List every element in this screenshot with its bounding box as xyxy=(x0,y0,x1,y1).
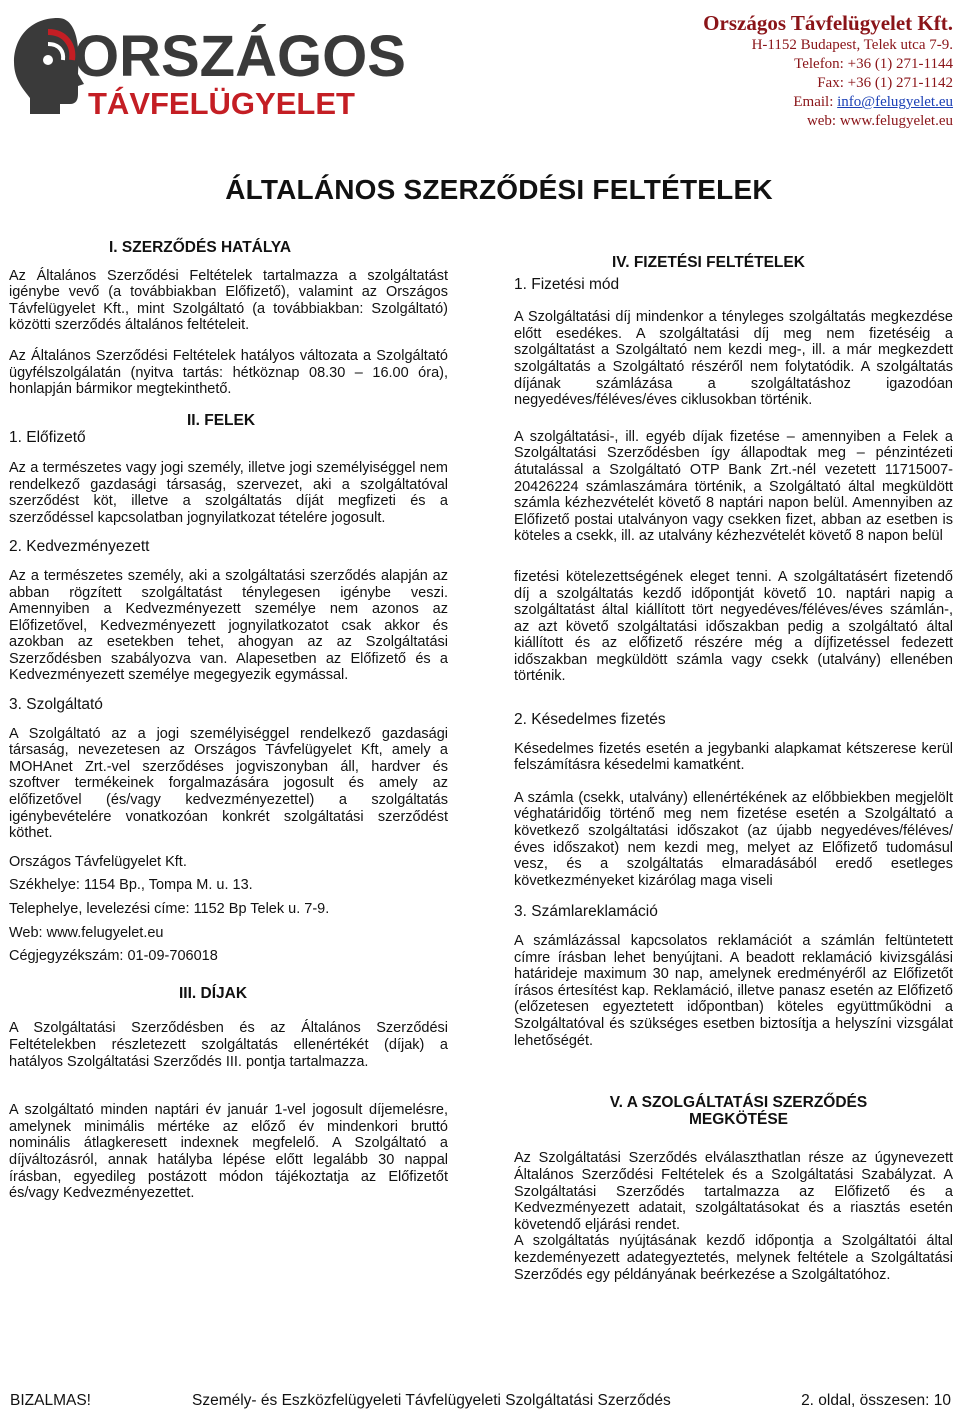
footer-page-number: 2. oldal, összesen: 10 xyxy=(801,1392,951,1409)
section-2-title: II. FELEK xyxy=(187,411,256,429)
company-detail-name: Országos Távfelügyelet Kft. xyxy=(9,853,187,870)
section-4-paragraph-6: A számlázással kapcsolatos reklamációt a számlán feltüntetett címre írásban lehet benyújtani. A beadott reklamáció kivizsgálási határideje maximum 30 nap, amelynek eredményéről az Előfizetőt írásos értesítést kap. Reklamáció, illetve panasz esetén az Előfizető (előzetesen egyeztetett időpontban) köteles együttműködni a Szolgáltatóval és szükséges esetben biztosítja a helyszíni vizsgálat lehetőségét. xyxy=(514,933,953,1049)
company-logo xyxy=(8,10,406,121)
company-detail-seat: Székhelye: 1154 Bp., Tompa M. u. 13. xyxy=(9,877,253,894)
logo-wordmark-bottom: TÁVFELÜGYELET xyxy=(88,86,355,121)
section-3-paragraph-2: A szolgáltató minden naptári év január 1-vel jogosult díjemelésre, amelynek minimális mértéke az előző év mindenkori bruttó nominális átlagkeresett indexnek megfelelő. A Szolgáltató a díjváltozásról, annak hatályba lépése előtt legalább 30 nappal írásban, egyedileg postázott módon tájékoztatja az Előfizetőt és/vagy Kedvezményezettet. xyxy=(9,1102,448,1202)
company-name: Országos Távfelügyelet Kft. xyxy=(703,11,953,35)
section-4-paragraph-1: A Szolgáltatási díj mindenkor a tényleges szolgáltatás megkezdése előtt esedékes. A szolgáltatási díj meg nem fizetéséig a szolgáltatást a Szolgáltató nem kezdi meg-, ill. a már megkezdett szolgáltatás a Szolgáltató részéről nem folytatódik. A szolgáltatás díjának számlázása a szolgáltatáshoz igazodóan negyedéves/féléves/éves ciklusokban történik. xyxy=(514,309,953,409)
section-5-paragraph-2: A szolgáltatás nyújtásának kezdő időpontja a Szolgáltatói által kezdeményezett adategyeztetés, melynek feltétele a Szolgáltatási Szerződés egy példányának beérkezése a Szolgáltatóhoz. xyxy=(514,1233,953,1283)
company-web: web: www.felugyelet.eu xyxy=(806,113,953,129)
subsection-szamlareklamacio: 3. Számlareklamáció xyxy=(514,903,658,921)
subsection-3-paragraph: A Szolgáltató az a jogi személyiséggel rendelkező gazdasági társaság, nevezetesen az Országos Távfelügyelet Kft, amely a MOHAnet Zrt.-vel szerződéses jogviszonyban áll, hardver és szoftver termékeinek forgalmazására jogosult és amely az előfizetővel (és/vagy kedvezményezettel) a szolgáltatás igénybevételére vonatkozóan konkrét szolgáltatási szerződést köthet. xyxy=(9,725,448,842)
subsection-1-paragraph: Az a természetes vagy jogi személy, illetve jogi személyiséggel nem rendelkező gazdasági társaság, szervezet, aki a szolgáltatóval szerződést köt, illetve a szolgáltatás díját megfizeti és a szerződéssel kapcsolatban jognyilatkozat tételére jogosult. xyxy=(9,459,448,526)
section-1-title: I. SZERZŐDÉS HATÁLYA xyxy=(109,239,292,256)
section-4-paragraph-3: fizetési kötelezettségének eleget tenni. A szolgáltatásért fizetendő díj a szolgáltatás kezdő időpontját követő 10. naptári napig a szolgáltatást által kiállított tört negyedéves/féléves/éves számlán-, az azt követő szolgáltatási időszakban pedig a szolgáltató által kiállított és az előfizető részére még a díjfizetéssel fedezett időszakban megküldött számla vagy csekk (utalvány) ellenében történik. xyxy=(514,568,953,685)
subsection-eloflizeto: 1. Előfizető xyxy=(9,429,86,447)
company-details xyxy=(9,854,448,965)
section-3-title: III. DÍJAK xyxy=(179,984,248,1002)
section-4-title: IV. FIZETÉSI FELTÉTELEK xyxy=(612,254,805,271)
section-4-paragraph-5: A számla (csekk, utalvány) ellenértékének az előbbiekben megjelölt véghatáridőig történő meg nem fizetése esetén a Szolgáltató a következő szolgáltatási időszakot (az újabb negyedéves/féléves/éves időszakot) nem kezdi meg, melyet az Előfizető tudomásul vesz, és a szolgáltatás elmaradásából eredő esetleges következményeket kizárólag maga viseli xyxy=(514,789,953,889)
email-label: Email: xyxy=(793,94,838,110)
footer-confidential: BIZALMAS! xyxy=(10,1392,91,1409)
company-email xyxy=(703,93,953,112)
section-4-paragraph-2: A szolgáltatási-, ill. egyéb díjak fizetése – amennyiben a Felek a Szolgáltatási Szerződésben így állapodtak meg – pénzintézeti átutalással a Szolgáltató OTP Bank Zrt.-nél vezetett 11715007-20426224 számlaszámára történik, a Szolgáltató által megküldött számla kézhezvételét követő 8 naptári napon belül. Amennyiben az Előfizető postai utalványon vagy csekken fizet, abban az esetben is köteles a csekk, ill. az utalvány kézhezvételét követő 8 napon belül xyxy=(514,428,953,545)
section-1-paragraph-1: Az Általános Szerződési Feltételek tartalmazza a szolgáltatást igénybe vevő (a továbbiakban Előfizető), valamint az Országos Távfelügyelet Kft., mint Szolgáltató (a továbbiakban: Szolgáltató) közötti szerződés általános feltételeit. xyxy=(9,267,448,334)
subsection-2-paragraph: Az a természetes személy, aki a szolgáltatási szerződés alapján az abban rögzített szolgáltatást ténylegesen igénybe veszi. Amennyiben a Kedvezményezett személye nem azonos az Előfizetővel, Kedvezményezett jognyilatkozatot csak akkor és azokban az esetekben tehet, ahogyan az az Szolgáltatási Szerződésben szabályozva van. Alapesetben az Előfizető és a Kedvezményezett személye megegyezik egymással. xyxy=(9,567,448,684)
section-5-paragraph-1: Az Szolgáltatási Szerződés elválaszthatlan része az úgynevezett Általános Szerződési Feltételek és a Szolgáltatási Szabályzat. A Szolgáltatási Szerződés tartalmazza az Előfizető és a Kedvezményezett adatait, szolgáltatásokat és a riasztás esetén követendő eljárási rendet. xyxy=(514,1150,953,1233)
subsection-kedvezmenyezett: 2. Kedvezményezett xyxy=(9,538,150,556)
document-title: ÁLTALÁNOS SZERZŐDÉSI FELTÉTELEK xyxy=(225,174,773,205)
section-3-paragraph-1: A Szolgáltatási Szerződésben és az Általános Szerződési Feltételekben részletezett szolgáltatás ellenértékét (díjak) a hatályos Szolgáltatási Szerződés III. pontja tartalmazza. xyxy=(9,1020,448,1070)
company-detail-registry: Cégjegyzékszám: 01-09-706018 xyxy=(9,948,218,965)
right-column xyxy=(514,255,953,1283)
section-1-paragraph-2: Az Általános Szerződési Feltételek hatályos változata a Szolgáltató ügyfélszolgálatán (nyitva tartás: hétköznap 08.30 – 16.00 óra), honlapján bármikor megtekinthető. xyxy=(9,347,448,398)
company-address: H-1152 Budapest, Telek utca 7-9. xyxy=(751,37,953,53)
company-info xyxy=(703,10,953,131)
company-fax: Fax: +36 (1) 271-1142 xyxy=(817,75,953,91)
subsection-szolgaltato: 3. Szolgáltató xyxy=(9,696,103,714)
company-detail-web: Web: www.felugyelet.eu xyxy=(9,924,164,941)
subsection-fizetesi-mod: 1. Fizetési mód xyxy=(514,275,620,293)
left-column xyxy=(9,240,448,1202)
company-phone: Telefon: +36 (1) 271-1144 xyxy=(794,56,953,72)
email-link[interactable]: info@felugyelet.eu xyxy=(837,94,953,110)
company-detail-site: Telephelye, levelezési címe: 1152 Bp Telek u. 7-9. xyxy=(9,901,330,917)
logo-wordmark-top: ORSZÁGOS xyxy=(74,24,406,89)
footer-contract-name: Személy- és Eszközfelügyeleti Távfelügyeleti Szolgáltatási Szerződés xyxy=(192,1392,671,1409)
subsection-kesedelmes-fizetes: 2. Késedelmes fizetés xyxy=(514,711,666,729)
section-5-title: V. A SZOLGÁLTATÁSI SZERZŐDÉS MEGKÖTÉSE xyxy=(609,1094,868,1128)
logo-graphic xyxy=(8,10,406,121)
section-4-paragraph-4: Késedelmes fizetés esetén a jegybanki alapkamat kétszerese kerül felszámításra késedelmi kamatként. xyxy=(514,740,953,774)
